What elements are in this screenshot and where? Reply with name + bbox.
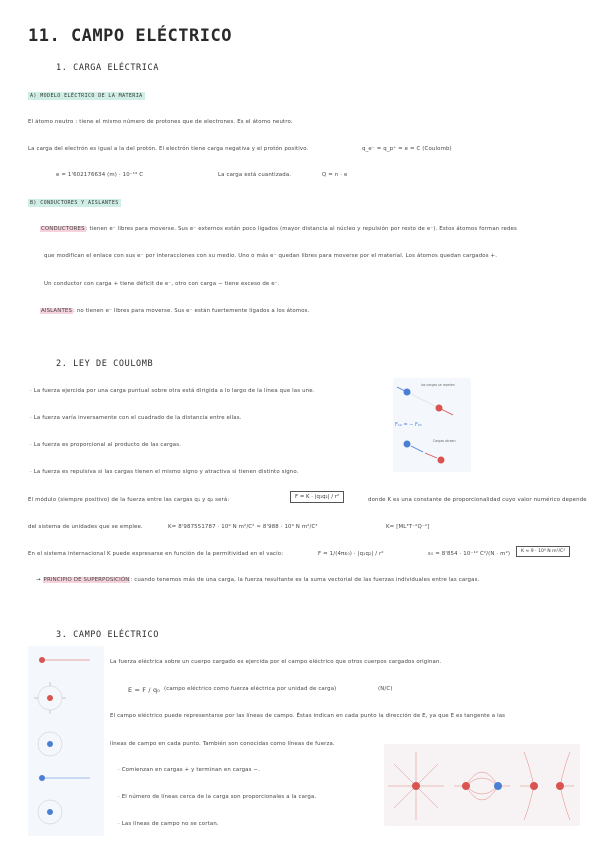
figure-f12-label: F₁₂ = − F₂₁	[395, 422, 422, 428]
page-title: 11. CAMPO ELÉCTRICO	[28, 26, 232, 46]
coulomb-formula-box: F = K · |q₁q₂| / r²	[290, 491, 344, 503]
term-superposition: PRINCIPIO DE SUPERPOSICIÓN	[43, 577, 130, 583]
coulomb-bullet-3: · La fuerza es proporcional al producto de las cargas.	[30, 442, 182, 448]
section-2-heading: 2. LEY DE COULOMB	[56, 359, 154, 369]
field-units: (N/C)	[378, 686, 393, 692]
formula-e-value: e = 1'602176634 (m) · 10⁻¹⁹ C	[56, 172, 144, 178]
coulomb-force-diagram	[393, 378, 471, 472]
conductors-line-1	[40, 226, 517, 232]
radial-field-icon-3	[38, 800, 62, 824]
subsection-a-label: A) MODELO ELÉCTRICO DE LA MATERIA	[30, 93, 143, 99]
field-line-rule-3: · Las líneas de campo no se cortan.	[118, 821, 219, 827]
epsilon-zero-value: ε₀ = 8'854 · 10⁻¹² C²/(N · m²)	[428, 551, 511, 557]
paragraph-neutral-atom: El átomo neutro : tiene el mismo número de protones que de electrones. Es el átomo neutro.	[28, 119, 293, 125]
coulomb-force-figure	[393, 378, 471, 472]
coulomb-bullet-4: · La fuerza es repulsiva si las cargas tienen el mismo signo y atractiva si tienen distinto signo.	[30, 469, 299, 475]
text-quantized: La carga está cuantizada.	[218, 172, 292, 178]
coulomb-bullet-2: · La fuerza varía inversamente con el cuadrado de la distancia entre ellas.	[30, 415, 242, 421]
field-lines-figure	[384, 744, 580, 826]
figure-label-repel: las cargas se repelen	[421, 383, 455, 387]
field-line-rule-1: · Comienzan en cargas + y terminan en cargas −.	[118, 767, 260, 773]
insulators-text: : no tienen e⁻ libres para moverse. Sus e⁻ están fuertemente ligados a los átomos.	[73, 308, 310, 314]
dipole-field-icon	[454, 772, 510, 800]
field-lines-diagram	[384, 744, 580, 826]
single-charge-field-icon	[388, 752, 444, 820]
paragraph-electron-charge: La carga del electrón es igual a la del protón. El electrón tiene carga negativa y el protón positivo.	[28, 146, 309, 152]
coulomb-bullet-1: · La fuerza ejercida por una carga puntual sobre otra está dirigida a lo largo de la línea que las une.	[30, 388, 315, 394]
radial-field-icon-2	[38, 732, 62, 756]
conductors-line-2: que modifican el enlace con sus e⁻ por interacciones con su medio. Uno o más e⁻ quedan libres para moverse por el material. Los átomos quedan cargados +.	[44, 253, 498, 259]
term-aislantes: AISLANTES	[41, 308, 73, 314]
term-conductores: CONDUCTORES	[41, 226, 85, 232]
k-constant-text: donde K es una constante de proporcionalidad cuyo valor numérico depende	[368, 497, 587, 503]
si-coulomb-formula: F = 1/(4πε₀) · |q₁q₂| / r²	[318, 551, 384, 557]
field-line-rule-2: · El número de líneas cerca de la carga son proporcionales a la carga.	[118, 794, 317, 800]
field-charges-diagram	[28, 646, 104, 836]
negative-charge-field-icon	[39, 775, 90, 781]
field-definition: (campo eléctrico como fuerza eléctrica por unidad de carga)	[164, 686, 337, 692]
radial-field-icon-1	[34, 682, 66, 714]
conductors-text-1: : tienen e⁻ libres para moverse. Sus e⁻ externos están poco ligados (mayor distancia al núcleo y repulsión por resto de e⁻). Estos átomos forman redes	[85, 226, 517, 232]
field-lines-text-2: líneas de campo en cada punto. También son conocidas como líneas de fuerza.	[110, 741, 335, 747]
formula-q-ne: Q = n · e	[322, 172, 348, 178]
figure-label-attract: Cargas atraen	[433, 439, 456, 443]
k-approx-box: K ≈ 9 · 10⁹ N m²/C²	[516, 546, 570, 557]
field-formula: E = F / q₀	[128, 686, 160, 694]
superposition-line	[36, 577, 479, 583]
field-intro-text: La fuerza eléctrica sobre un cuerpo cargado es ejercida por el campo eléctrico que otros cuerpos cargados originan.	[110, 659, 442, 665]
superposition-text: : cuando tenemos más de una carga, la fuerza resultante es la suma vectorial de las fuerzas individuales entre las cargas.	[130, 577, 480, 583]
section-1-heading: 1. CARGA ELÉCTRICA	[56, 63, 159, 73]
arrow-right-icon: →	[36, 577, 41, 583]
k-value: K= 8'987551787 · 10⁹ N m²/C² ≈ 8'988 · 10⁹ N m²/C²	[168, 524, 318, 530]
k-units-text: del sistema de unidades que se emplee.	[28, 524, 143, 530]
k-dimensions: K= [ML³T⁻²Q⁻²]	[386, 524, 430, 530]
si-text: En el sistema internacional K puede expresarse en función de la permitividad en el vacío:	[28, 551, 284, 557]
section-3-heading: 3. CAMPO ELÉCTRICO	[56, 630, 159, 640]
field-charges-figure	[28, 646, 104, 836]
insulators-line	[40, 308, 310, 314]
field-lines-text-1: El campo eléctrico puede representarse por las líneas de campo. Éstas indican en cada punto la dirección de E, ya que E es tangente a las	[110, 713, 506, 719]
modulus-text: El módulo (siempre positivo) de la fuerza entre las cargas q₁ y q₂ será:	[28, 497, 230, 503]
like-charges-field-icon	[520, 752, 574, 820]
positive-charge-field-icon	[39, 657, 90, 663]
formula-charge-equality: q_e⁻ = q_p⁺ = e = C (Coulomb)	[362, 146, 452, 152]
conductors-line-3: Un conductor con carga + tiene déficit de e⁻, otro con carga − tiene exceso de e⁻.	[44, 281, 280, 287]
subsection-b-label: B) CONDUCTORES Y AISLANTES	[30, 200, 119, 206]
